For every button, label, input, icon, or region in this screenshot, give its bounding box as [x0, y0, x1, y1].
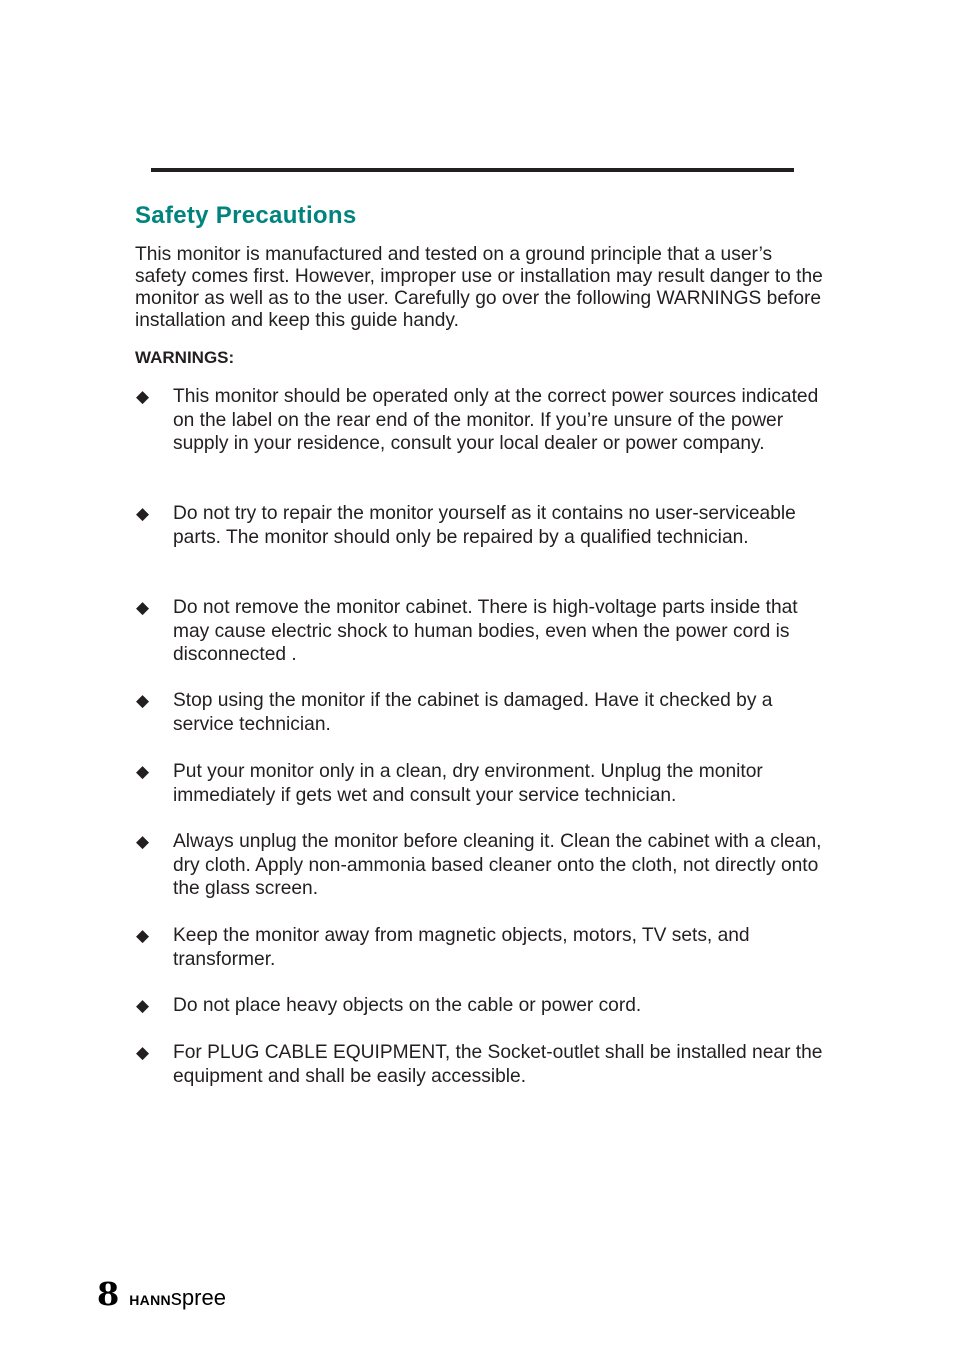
diamond-bullet-icon: ◆: [136, 926, 150, 945]
page-number: 8: [97, 1275, 120, 1313]
page-title: Safety Precautions: [135, 202, 357, 229]
brand-logo-light: spree: [170, 1285, 226, 1310]
diamond-bullet-icon: ◆: [136, 762, 150, 781]
warning-text: Always unplug the monitor before cleaning it. Clean the cabinet with a clean, dry cloth. Apply non-ammonia based cleaner onto the cloth, not directly onto the glass screen.: [173, 831, 822, 899]
intro-paragraph: This monitor is manufactured and tested on a ground principle that a user’s safety comes first. However, improper use or installation may result danger to the monitor as well as to the user. Carefully go over the following WARNINGS before installation and keep this guide handy.: [135, 244, 823, 331]
diamond-bullet-icon: ◆: [136, 598, 150, 617]
brand-logo-bold: HANN: [129, 1292, 171, 1308]
diamond-bullet-icon: ◆: [136, 387, 150, 406]
warning-text: Stop using the monitor if the cabinet is damaged. Have it checked by a service technician.: [173, 690, 773, 735]
warning-text: Do not remove the monitor cabinet. There is high-voltage parts inside that may cause electric shock to human bodies, even when the power cord is disconnected .: [173, 597, 798, 665]
diamond-bullet-icon: ◆: [136, 1043, 150, 1062]
diamond-bullet-icon: ◆: [136, 996, 150, 1015]
warning-text: Do not try to repair the monitor yourself as it contains no user-serviceable parts. The monitor should only be repaired by a qualified technician.: [173, 503, 796, 548]
warning-text: Keep the monitor away from magnetic objects, motors, TV sets, and transformer.: [173, 925, 750, 970]
page-footer: [97, 1276, 226, 1312]
warnings-heading: WARNINGS:: [135, 348, 235, 367]
diamond-bullet-icon: ◆: [136, 691, 150, 710]
diamond-bullet-icon: ◆: [136, 504, 150, 523]
warning-text: For PLUG CABLE EQUIPMENT, the Socket-outlet shall be installed near the equipment and shall be easily accessible.: [173, 1042, 823, 1087]
diamond-bullet-icon: ◆: [136, 832, 150, 851]
warning-text: Put your monitor only in a clean, dry environment. Unplug the monitor immediately if gets wet and consult your service technician.: [173, 761, 763, 806]
top-rule: [151, 168, 794, 172]
warning-text: Do not place heavy objects on the cable or power cord.: [173, 995, 642, 1016]
warning-text: This monitor should be operated only at the correct power sources indicated on the label on the rear end of the monitor. If you’re unsure of the power supply in your residence, consult your local dealer or power company.: [173, 386, 819, 454]
